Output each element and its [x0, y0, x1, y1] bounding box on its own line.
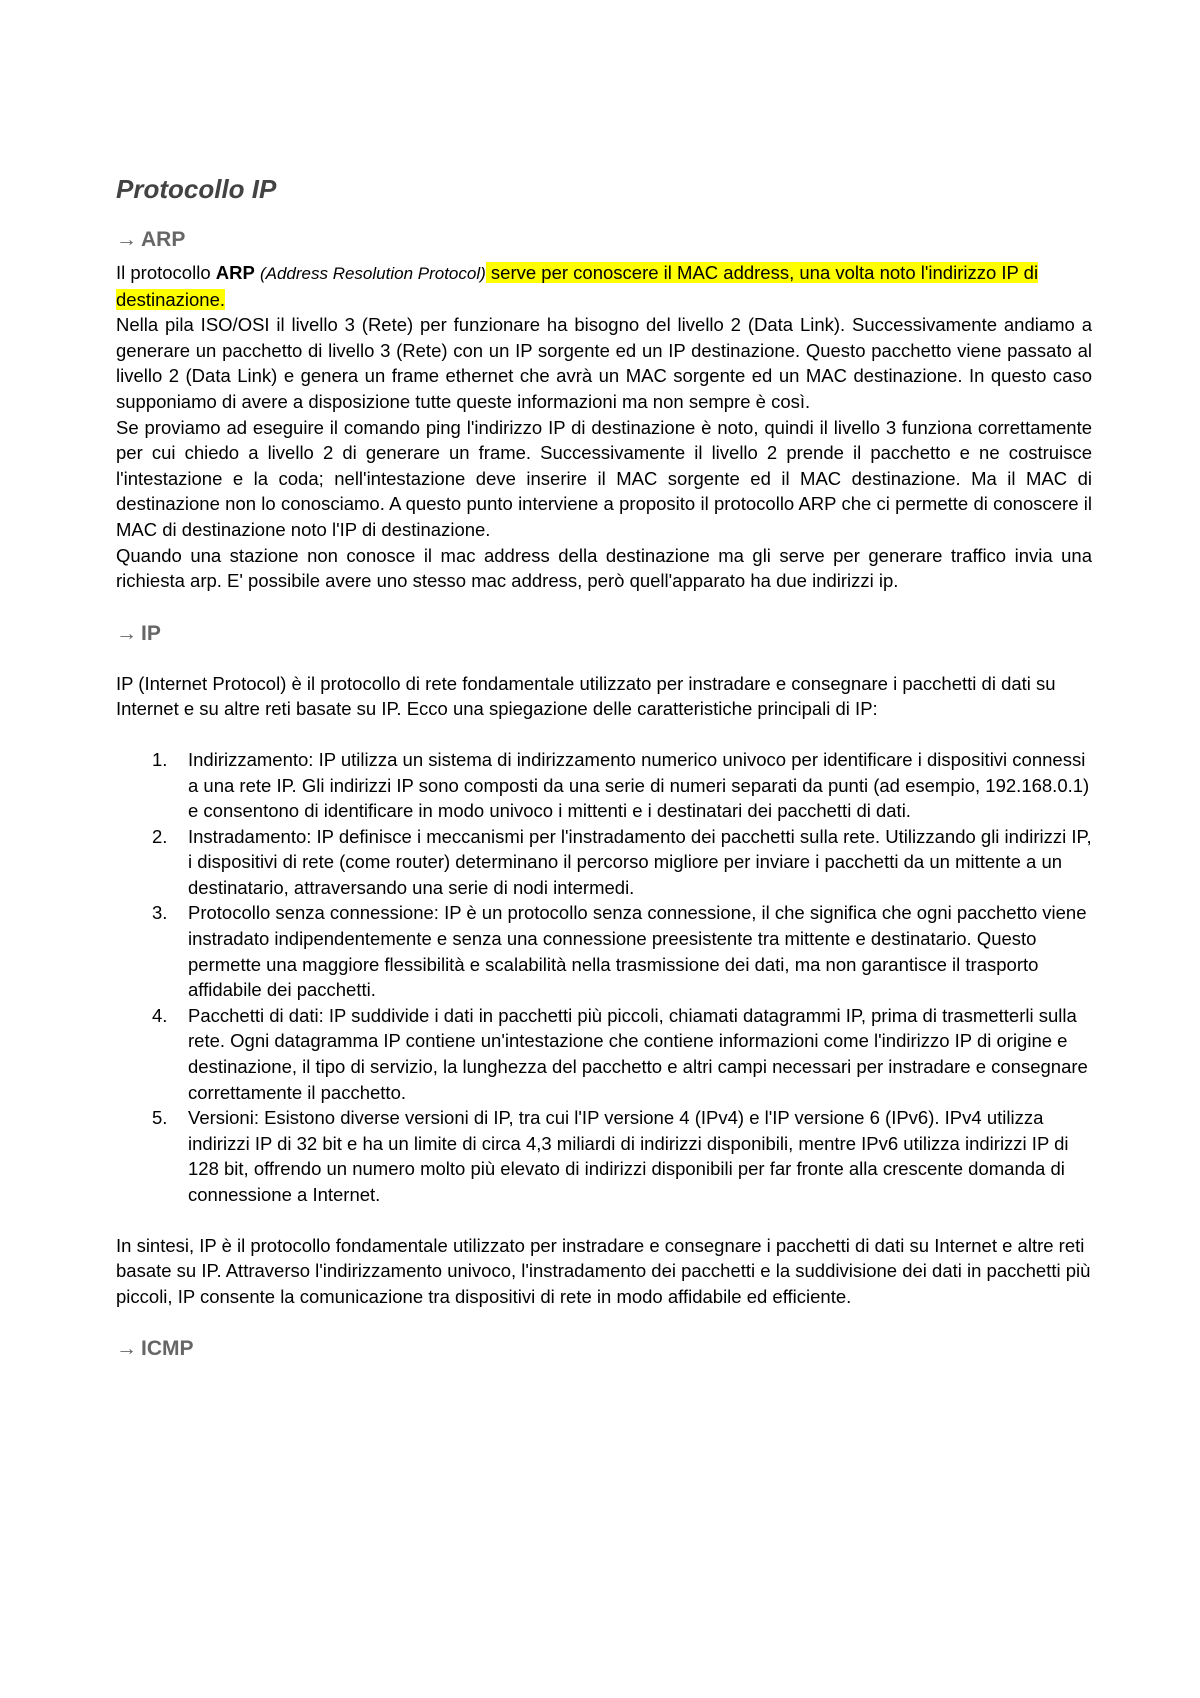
list-item-number: 3. — [152, 902, 168, 924]
arp-intro-bold: ARP — [215, 262, 255, 283]
arp-intro-paragraph — [116, 260, 1092, 312]
arrow-icon: → — [116, 621, 137, 645]
section-heading-arp — [116, 226, 1092, 254]
list-item-text: Indirizzamento: IP utilizza un sistema di indirizzamento numerico univoco per identificare i dispositivi connessi a una rete IP. Gli indirizzi IP sono composti da una serie di numeri separati da punti (ad esempio, 192.168.0.1) e consentono di identificare in modo univoco i mittenti e i destinatari dei pacchetti di dati. — [188, 748, 1090, 822]
section-heading-ip — [116, 620, 1092, 648]
list-item-number: 5. — [152, 1107, 168, 1129]
ip-summary-paragraph: In sintesi, IP è il protocollo fondamentale utilizzato per instradare e consegnare i pacchetti di dati su Internet e altre reti basate su IP. Attraverso l'indirizzamento univoco, l'instradamento dei pacchetti e la suddivisione dei dati in pacchetti più piccoli, IP consente la comunicazione tra dispositivi di rete in modo affidabile ed efficiente. — [116, 1234, 1091, 1307]
list-item — [116, 824, 1092, 901]
list-item — [116, 900, 1092, 1002]
section-heading-icmp — [116, 1335, 1092, 1363]
section-heading-arp-label: ARP — [141, 228, 186, 251]
arp-intro-italic: (Address Resolution Protocol) — [259, 264, 486, 283]
page-title: Protocollo IP — [116, 174, 277, 204]
list-item — [116, 1105, 1092, 1207]
arrow-icon: → — [116, 1337, 137, 1361]
ip-intro-paragraph: IP (Internet Protocol) è il protocollo di rete fondamentale utilizzato per instradare e consegnare i pacchetti di dati su Internet e su altre reti basate su IP. Ecco una spiegazione delle caratteristiche principali di IP: — [116, 672, 1056, 720]
ip-features-list — [116, 747, 1092, 1208]
arrow-icon: → — [116, 228, 137, 251]
list-item-number: 2. — [152, 825, 168, 847]
list-item — [116, 747, 1092, 824]
list-item-text: Instradamento: IP definisce i meccanismi per l'instradamento dei pacchetti sulla rete. Utilizzando gli indirizzi IP, i dispositivi di rete (come router) determinano il percorso migliore per inviare i pacchetti da un mittente a un destinatario, attraversando una serie di nodi intermedi. — [188, 825, 1092, 898]
list-item — [116, 1003, 1092, 1105]
list-item-number: 4. — [152, 1004, 168, 1026]
document-page — [116, 174, 1092, 1363]
arp-intro-prefix: Il protocollo — [116, 262, 216, 283]
arp-paragraph-1: Nella pila ISO/OSI il livello 3 (Rete) per funzionare ha bisogno del livello 2 (Data Link). Successivamente andiamo a generare un pacchetto di livello 3 (Rete) con un IP sorgente ed un IP destinazione. Questo pacchetto viene passato al livello 2 (Data Link) e genera un frame ethernet che avrà un MAC sorgente ed un MAC destinazione. In questo caso supponiamo di avere a disposizione tutte queste informazioni ma non sempre è così. — [116, 314, 1092, 412]
list-item-number: 1. — [152, 748, 168, 770]
arp-intro-highlight: serve per conoscere il MAC address, una volta noto l'indirizzo IP di destinazione. — [116, 262, 1039, 310]
list-item-text: Protocollo senza connessione: IP è un protocollo senza connessione, il che significa che ogni pacchetto viene instradato indipendentemente e senza una connessione preesistente tra mittente e destinatario. Questo permette una maggiore flessibilità e scalabilità nella trasmissione dei dati, ma non garantisce il trasporto affidabile dei pacchetti. — [188, 902, 1087, 1001]
section-heading-icmp-label: ICMP — [141, 1337, 194, 1361]
arp-paragraph-3: Quando una stazione non conosce il mac address della destinazione ma gli serve per generare traffico invia una richiesta arp. E' possibile avere uno stesso mac address, però quell'apparato ha due indirizzi ip. — [116, 544, 1092, 592]
arp-paragraph-2: Se proviamo ad eseguire il comando ping l'indirizzo IP di destinazione è noto, quindi il livello 3 funziona correttamente per cui chiedo a livello 2 di generare un frame. Successivamente il livello 2 prende il pacchetto e ne costruisce l'intestazione e la coda; nell'intestazione deve inserire il MAC sorgente ed il MAC destinazione. Ma il MAC di destinazione non lo conosciamo. A questo punto interviene a proposito il protocollo ARP che ci permette di conoscere il MAC di destinazione noto l'IP di destinazione. — [116, 416, 1092, 540]
section-heading-ip-label: IP — [141, 621, 161, 645]
list-item-text: Versioni: Esistono diverse versioni di IP, tra cui l'IP versione 4 (IPv4) e l'IP versione 6 (IPv6). IPv4 utilizza indirizzi IP di 32 bit e ha un limite di circa 4,3 miliardi di indirizzi disponibili, mentre IPv6 utilizza indirizzi IP di 128 bit, offrendo un numero molto più elevato di indirizzi disponibili per far fronte alla crescente domanda di connessione a Internet. — [188, 1107, 1069, 1205]
list-item-text: Pacchetti di dati: IP suddivide i dati in pacchetti più piccoli, chiamati datagrammi IP, prima di trasmetterli sulla rete. Ogni datagramma IP contiene un'intestazione che contiene informazioni come l'indirizzo IP di origine e destinazione, il tipo di servizio, la lunghezza del pacchetto e altri campi necessari per instradare e consegnare correttamente il pacchetto. — [188, 1004, 1088, 1103]
